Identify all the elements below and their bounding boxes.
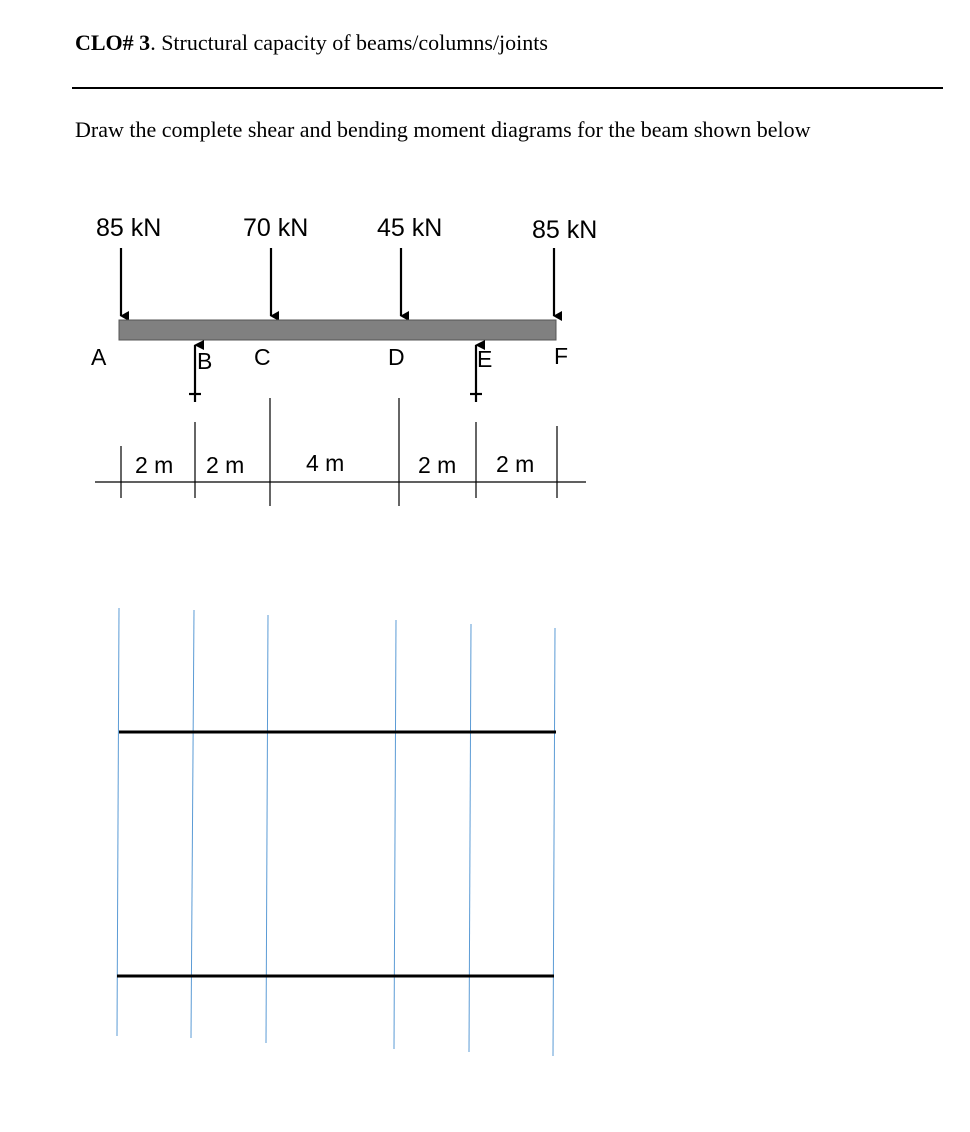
node-label-d: D [388,344,405,370]
load-label-d: 45 kN [377,214,443,242]
guide-line-c [266,615,268,1043]
guide-line-d [394,620,396,1049]
guide-line-b [191,610,194,1038]
node-label-a: A [91,344,107,370]
guide-line-a [117,608,119,1036]
node-label-f: F [554,343,569,369]
clo-title: . Structural capacity of beams/columns/joints [150,30,548,55]
node-label-e: E [477,346,493,372]
load-label-a: 85 kN [96,214,162,242]
span-label-ab: 2 m [135,452,174,478]
node-label-b: B [197,348,213,374]
load-label-c: 70 kN [243,214,309,242]
span-label-ef: 2 m [496,451,535,477]
load-label-f: 85 kN [532,216,598,244]
span-label-cd: 4 m [306,450,345,476]
span-label-bc: 2 m [206,452,245,478]
instruction-text: Draw the complete shear and bending moment diagrams for the beam shown below [75,117,811,142]
beam [119,320,556,340]
clo-label: CLO# 3 [75,30,151,55]
guide-line-f [553,628,555,1056]
node-label-c: C [254,344,271,370]
span-label-de: 2 m [418,452,457,478]
guide-line-e [469,624,471,1052]
